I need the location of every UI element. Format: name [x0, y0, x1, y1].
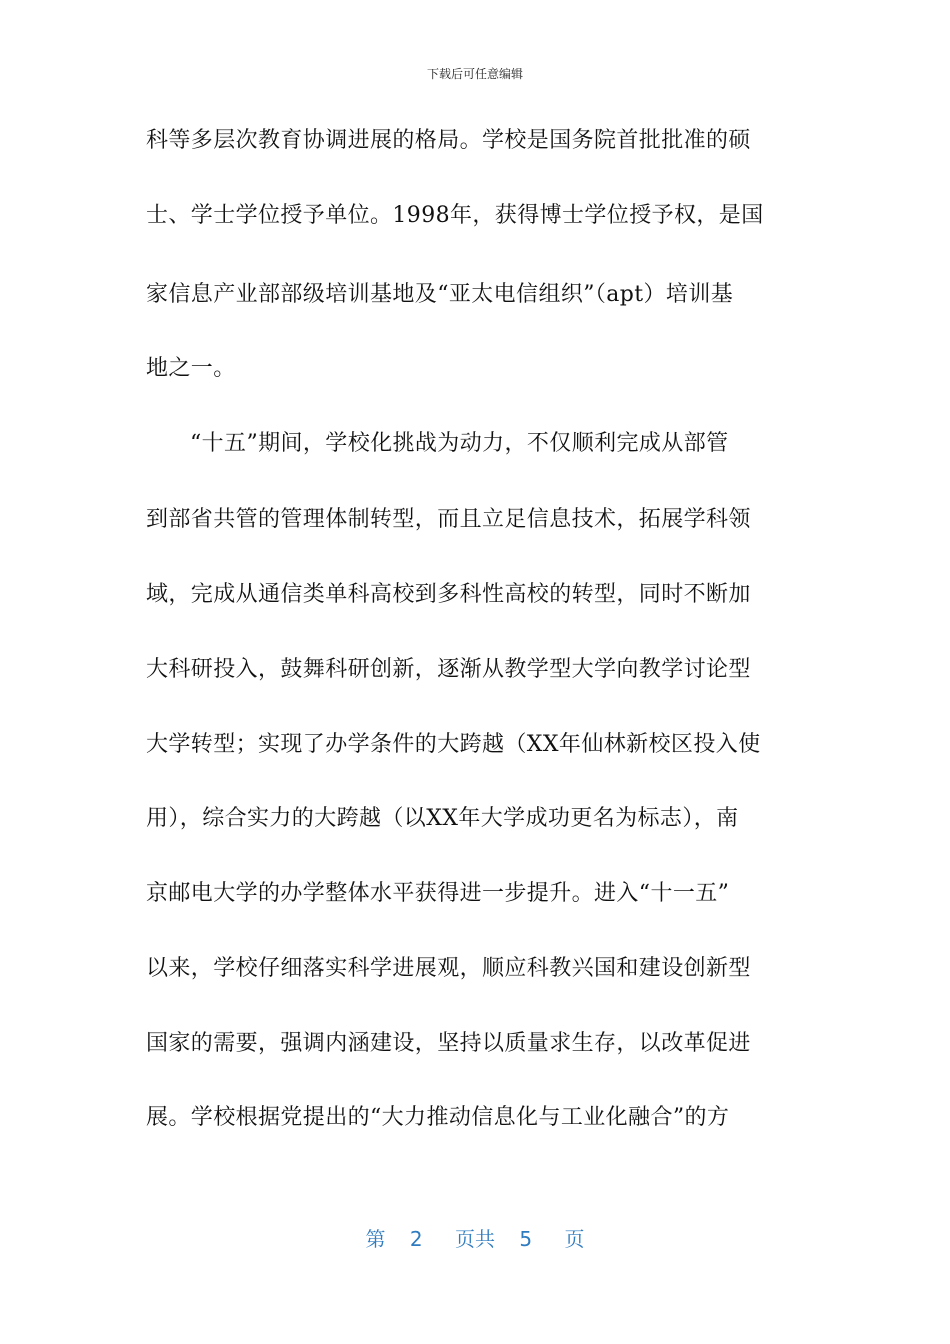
text-line: 大学转型；实现了办学条件的大跨越（XX年仙林新校区投入使: [146, 732, 761, 757]
page-suffix: 页: [564, 1227, 585, 1251]
text-line: 京邮电大学的办学整体水平获得进一步提升。进入“十一五”: [146, 881, 730, 906]
text-line: 国家的需要，强调内涵建设，坚持以质量求生存，以改革促进: [146, 1031, 751, 1056]
page-prefix: 第: [365, 1227, 386, 1251]
text-line: 地之一。: [146, 356, 236, 381]
text-line: 家信息产业部部级培训基地及“亚太电信组织”（apt）培训基: [146, 282, 734, 307]
paragraph-first-line: “十五”期间，学校化挑战为动力，不仅顺利完成从部管: [190, 431, 729, 456]
text-line: 域，完成从通信类单科高校到多科性高校的转型，同时不断加: [146, 582, 751, 607]
text-line: 科等多层次教育协调进展的格局。学校是国务院首批批准的硕: [146, 128, 751, 153]
text-line: 展。学校根据党提出的“大力推动信息化与工业化融合”的方: [146, 1105, 730, 1130]
text-line: 到部省共管的管理体制转型，而且立足信息技术，拓展学科领: [146, 507, 751, 532]
text-line: 大科研投入，鼓舞科研创新，逐渐从教学型大学向教学讨论型: [146, 657, 751, 682]
page-header: 下载后可任意编辑: [426, 67, 523, 81]
text-line: 士、学士学位授予单位。1998年，获得博士学位授予权，是国: [146, 203, 764, 228]
text-line: 以来，学校仔细落实科学进展观，顺应科教兴国和建设创新型: [146, 956, 751, 981]
total-pages-number: 5: [519, 1227, 533, 1251]
page-middle-text: 页共: [455, 1227, 495, 1251]
text-line: 用），综合实力的大跨越（以XX年大学成功更名为标志），南: [146, 806, 739, 831]
current-page-number: 2: [409, 1227, 423, 1251]
page-footer: [0, 1226, 950, 1252]
